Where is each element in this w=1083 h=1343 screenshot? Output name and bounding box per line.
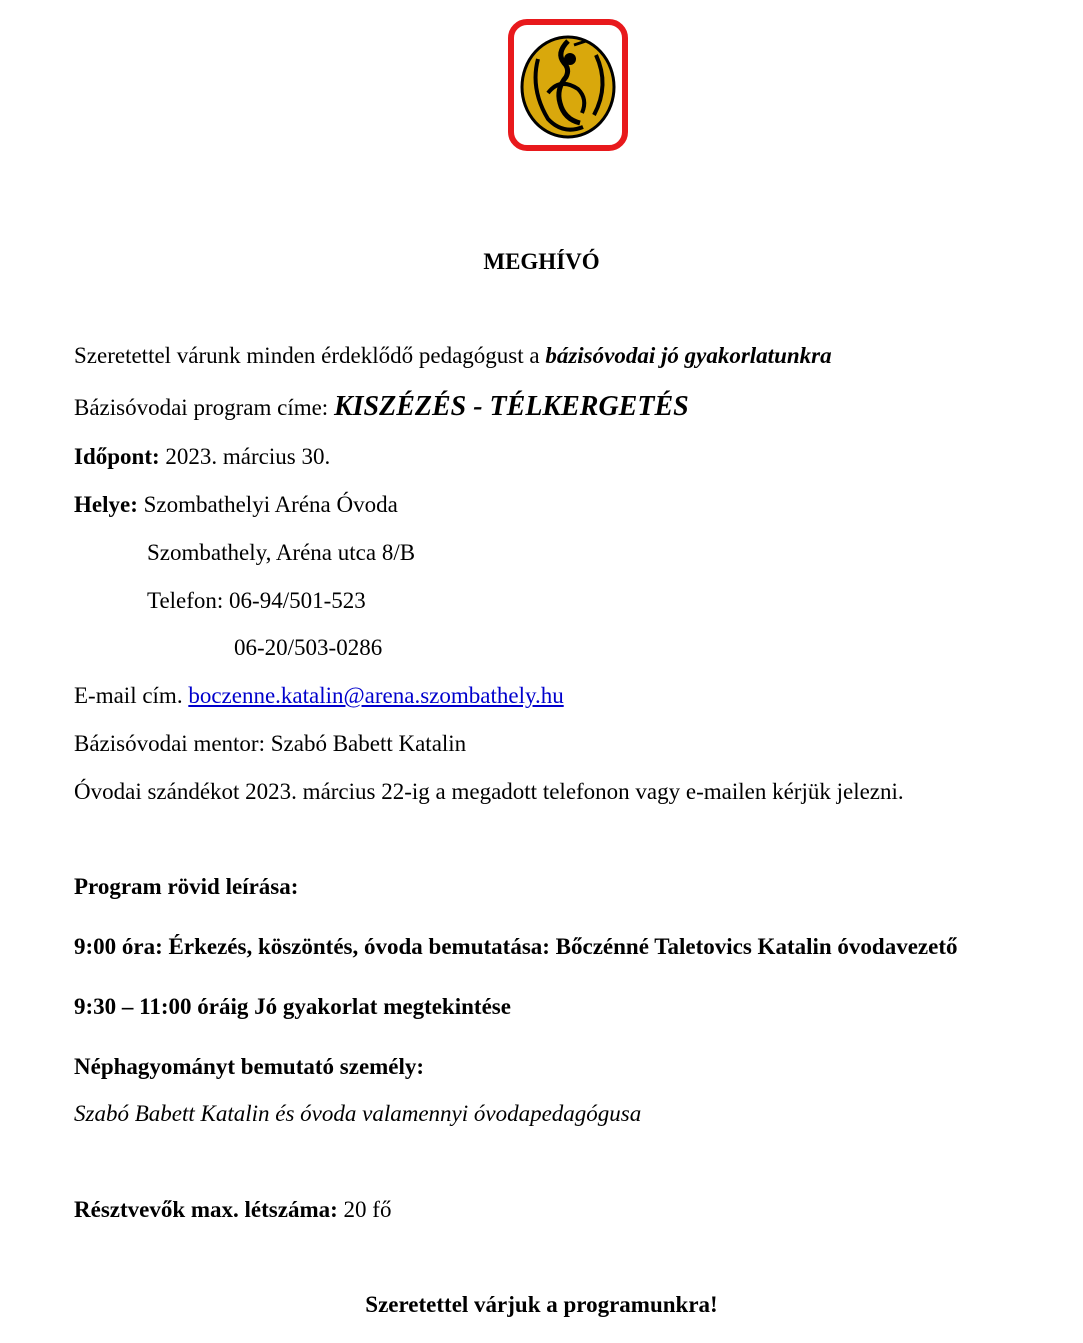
closing-line: Szeretettel várjuk a programunkra! [365,1292,718,1317]
email-label: E-mail cím. [74,683,189,708]
intro-line [74,342,832,370]
program-title-line [74,393,689,422]
place-label: Helye: [74,492,138,517]
place-name: Szombathelyi Aréna Óvoda [137,492,398,517]
date-value: 2023. március 30. [159,444,331,469]
page-title: MEGHÍVÓ [483,249,600,274]
participants-label: Résztvevők max. létszáma: [74,1197,338,1222]
intro-text: Szeretettel várunk minden érdeklődő pedagógust a [74,343,546,368]
mentor-line: Bázisóvodai mentor: Szabó Babett Katalin [74,731,467,756]
date-label: Időpont: [74,444,160,469]
program-title-value: KISZÉZÉS - TÉLKERGETÉS [333,391,689,422]
presenter-value: Szabó Babett Katalin és óvoda valamennyi óvodapedagógusa [74,1101,642,1126]
program-heading: Program rövid leírása: [74,874,299,899]
participants-line [74,1196,391,1224]
deadline-line: Óvodai szándékot 2023. március 22-ig a megadott telefonon vagy e-mailen kérjük jelezni. [74,779,904,804]
intro-emphasis: bázisóvodai jó gyakorlatunkra [545,343,832,368]
participants-value: 20 fő [337,1197,392,1222]
place-address: Szombathely, Aréna utca 8/B [147,540,416,565]
phone-secondary: 06-20/503-0286 [234,635,383,660]
ovoda-logo [508,19,628,151]
email-link[interactable]: boczenne.katalin@arena.szombathely.hu [188,683,564,708]
date-line [74,443,330,471]
program-item-2: 9:30 – 11:00 óráig Jó gyakorlat megtekintése [74,994,511,1019]
presenter-label: Néphagyományt bemutató személy: [74,1054,425,1079]
phone-line: Telefon: 06-94/501-523 [147,588,366,613]
program-item-1: 9:00 óra: Érkezés, köszöntés, óvoda bemutatása: Bőczénné Taletovics Katalin óvodavezető [74,934,958,959]
place-line [74,491,398,519]
program-title-label: Bázisóvodai program címe: [74,395,334,420]
email-line [74,682,564,710]
